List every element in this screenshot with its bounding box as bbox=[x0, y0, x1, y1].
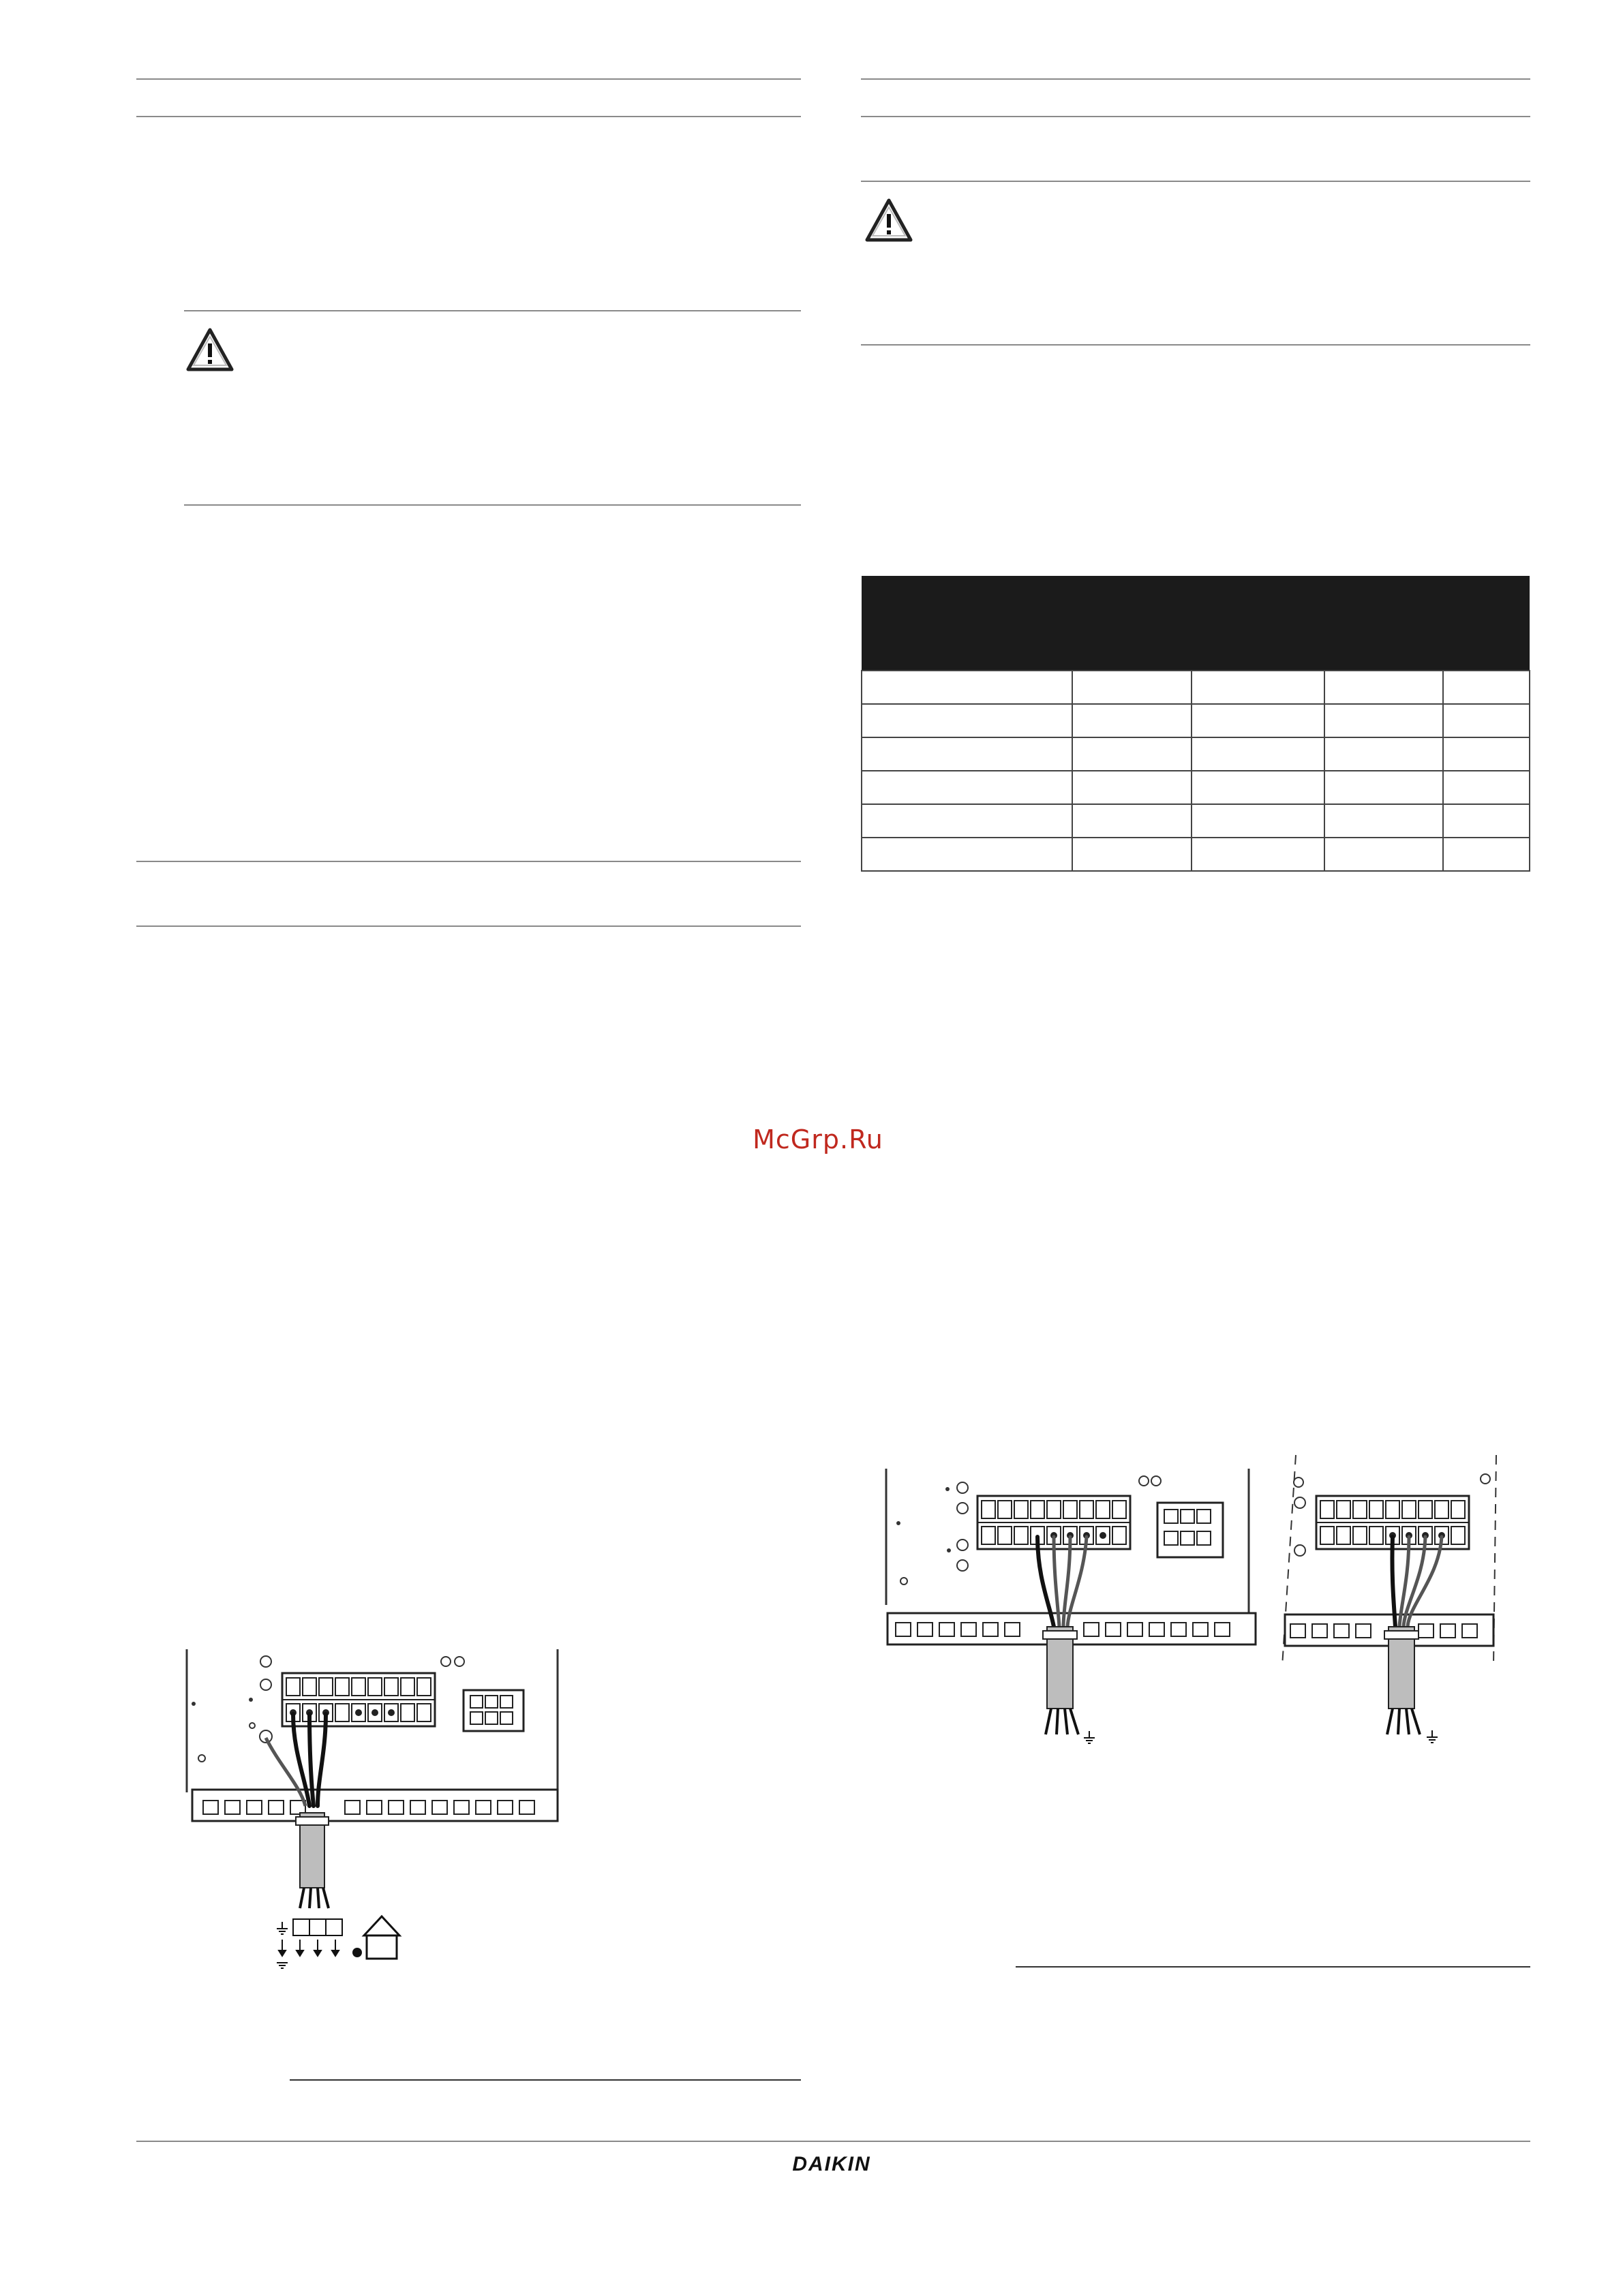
daikin-logo bbox=[777, 2150, 886, 2177]
house-icon bbox=[364, 1916, 399, 1959]
table-row bbox=[862, 838, 1530, 871]
left-wiring-diagram bbox=[184, 1649, 566, 1976]
table-header-row bbox=[862, 576, 1530, 671]
left-section-rule-2 bbox=[136, 925, 801, 927]
right-top-rule-1 bbox=[861, 78, 1530, 80]
left-section-rule-1 bbox=[136, 861, 801, 862]
left-warning-rule-top bbox=[184, 310, 801, 311]
warning-triangle-icon bbox=[864, 198, 913, 243]
right-bottom-rule bbox=[1016, 1966, 1530, 1968]
table-row bbox=[862, 804, 1530, 838]
table-row bbox=[862, 737, 1530, 771]
right-wiring-diagram-a bbox=[879, 1469, 1261, 1769]
spec-table bbox=[861, 576, 1530, 872]
left-top-rule-2 bbox=[136, 116, 801, 117]
right-warning-rule-top bbox=[861, 181, 1530, 182]
table-row bbox=[862, 704, 1530, 737]
warning-triangle-icon bbox=[185, 327, 234, 372]
left-top-rule-1 bbox=[136, 78, 801, 80]
earth-ground-icon bbox=[277, 1922, 288, 1934]
table-row bbox=[862, 771, 1530, 804]
left-warning-rule-bottom bbox=[184, 504, 801, 506]
right-warning-rule-bottom bbox=[861, 344, 1530, 346]
svg-text:DAIKIN: DAIKIN bbox=[792, 2153, 871, 2175]
right-wiring-diagram-b bbox=[1278, 1448, 1510, 1769]
table-row bbox=[862, 671, 1530, 704]
watermark: McGrp.Ru bbox=[753, 1124, 883, 1154]
left-bottom-rule bbox=[290, 2079, 801, 2081]
right-top-rule-2 bbox=[861, 116, 1530, 117]
footer-rule bbox=[136, 2141, 1530, 2142]
